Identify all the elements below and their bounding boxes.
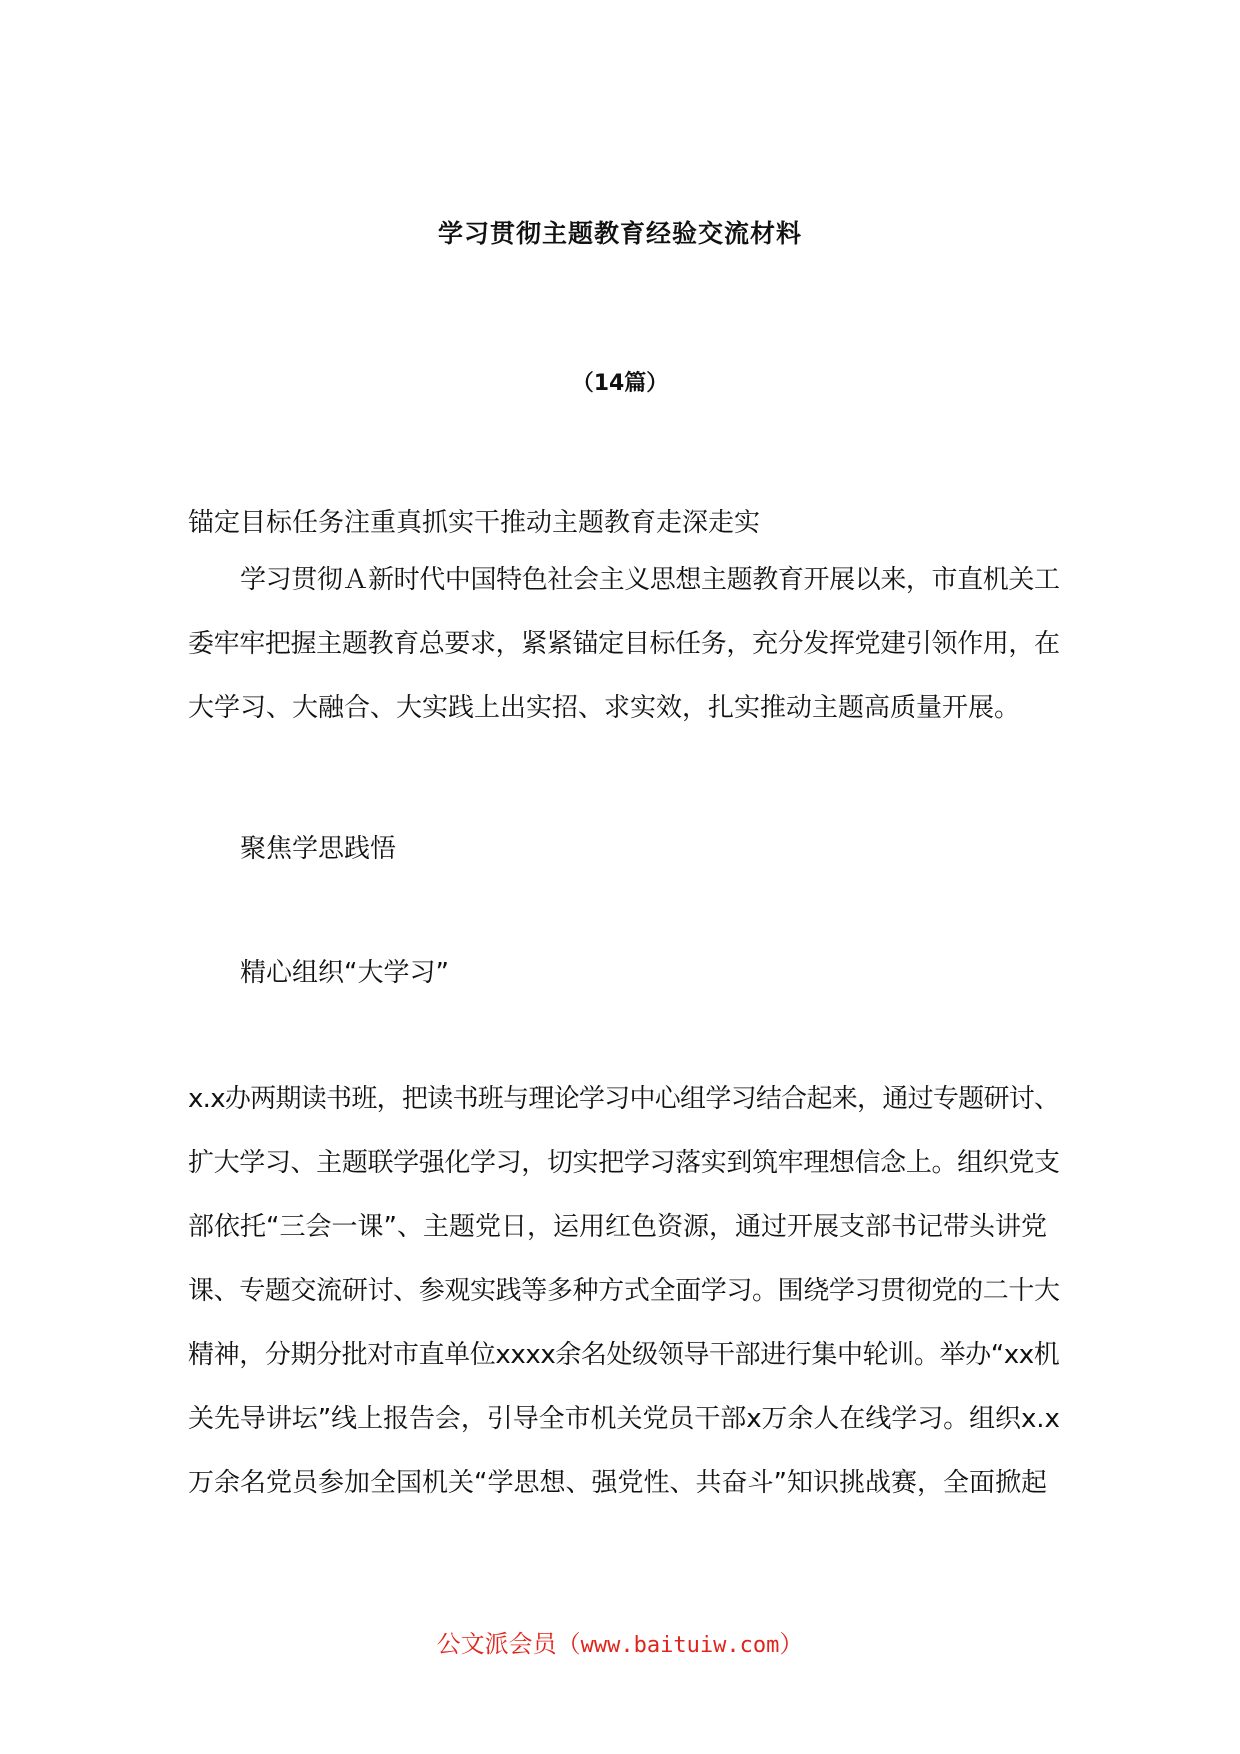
subheading-focus: 聚焦学思践悟 (240, 834, 397, 864)
paragraph-line: x.x办两期读书班，把读书班与理论学习中心组学习结合起来，通过专题研讨、 (188, 1084, 1060, 1114)
paragraph-line: 万余名党员参加全国机关“学思想、强党性、共奋斗”知识挑战赛，全面掀起 (188, 1468, 1047, 1498)
paragraph-line: 课、专题交流研讨、参观实践等多种方式全面学习。围绕学习贯彻党的二十大 (188, 1276, 1060, 1306)
paragraph-line: 精神，分期分批对市直单位xxxx余名处级领导干部进行集中轮训。举办“xx机 (188, 1340, 1060, 1370)
paragraph-line: 大学习、大融合、大实践上出实招、求实效，扎实推动主题高质量开展。 (188, 693, 1021, 723)
paragraph-line: 学习贯彻Ａ新时代中国特色社会主义思想主题教育开展以来，市直机关工 (240, 565, 1060, 595)
body-paragraph (188, 1082, 1060, 1530)
footer-watermark (0, 1624, 1240, 1659)
footer-url[interactable]: www.baituiw.com (580, 1633, 780, 1658)
paragraph-line: 关先导讲坛”线上报告会，引导全市机关党员干部x万余人在线学习。组织x.x (188, 1404, 1060, 1434)
footer-close: ） (779, 1630, 804, 1658)
paragraph-line: 扩大学习、主题联学强化学习，切实把学习落实到筑牢理想信念上。组织党支 (188, 1148, 1060, 1178)
paragraph-line: 部依托“三会一课”、主题党日，运用红色资源，通过开展支部书记带头讲党 (188, 1212, 1047, 1242)
intro-paragraph (188, 563, 1060, 755)
document-title: 学习贯彻主题教育经验交流材料 (437, 219, 802, 248)
paragraph-line: 委牢牢把握主题教育总要求，紧紧锚定目标任务，充分发挥党建引领作用，在 (188, 629, 1060, 659)
subheading-study: 精心组织“大学习” (240, 958, 449, 988)
document-subtitle: （14篇） (571, 371, 669, 396)
footer-label: 公文派会员（ (436, 1630, 581, 1658)
section-heading: 锚定目标任务注重真抓实干推动主题教育走深走实 (188, 508, 761, 538)
